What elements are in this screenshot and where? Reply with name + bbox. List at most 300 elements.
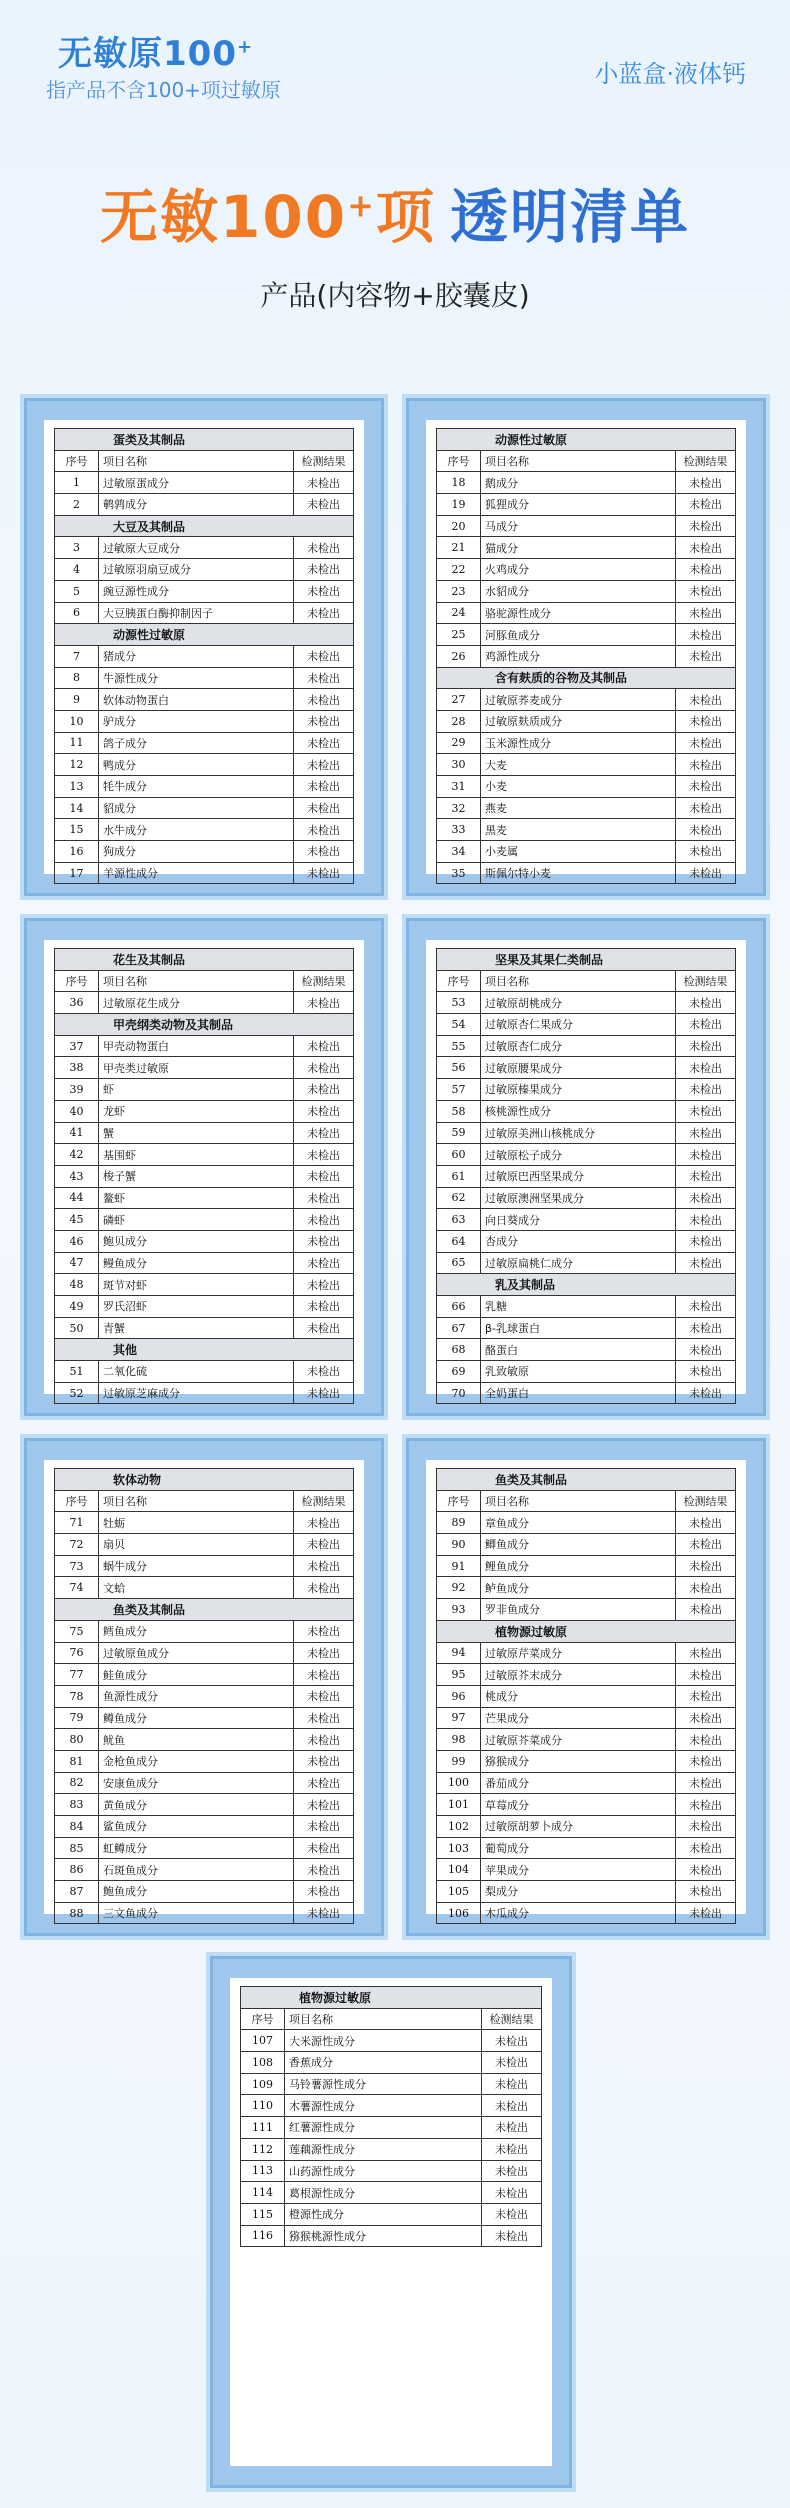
item-name: 水牛成分 xyxy=(99,819,294,841)
item-name: 大豆胰蛋白酶抑制因子 xyxy=(99,602,294,624)
item-name: 过敏原腰果成分 xyxy=(481,1057,676,1079)
item-name: 过敏原芝麻成分 xyxy=(99,1382,294,1404)
test-result: 未检出 xyxy=(676,1750,736,1772)
item-name: 草莓成分 xyxy=(481,1794,676,1816)
test-result: 未检出 xyxy=(294,1165,354,1187)
table-row xyxy=(437,1816,736,1838)
row-number: 44 xyxy=(55,1187,99,1209)
table-row xyxy=(437,515,736,537)
section-title: 其他 xyxy=(55,1339,354,1361)
row-number: 12 xyxy=(55,754,99,776)
row-number: 68 xyxy=(437,1339,481,1361)
item-name: 过敏原胡桃成分 xyxy=(481,992,676,1014)
row-number: 91 xyxy=(437,1555,481,1577)
test-result: 未检出 xyxy=(294,1382,354,1404)
column-header-name: 项目名称 xyxy=(481,1490,676,1512)
table-row xyxy=(437,1534,736,1556)
test-result: 未检出 xyxy=(676,1881,736,1903)
test-result: 未检出 xyxy=(294,1816,354,1838)
item-name: 过敏原榛果成分 xyxy=(481,1079,676,1101)
section-title: 鱼类及其制品 xyxy=(55,1599,354,1621)
table-row xyxy=(241,2160,542,2182)
test-result: 未检出 xyxy=(294,1881,354,1903)
row-number: 55 xyxy=(437,1035,481,1057)
section-title: 坚果及其果仁类制品 xyxy=(437,949,736,971)
test-result: 未检出 xyxy=(294,1079,354,1101)
table-row xyxy=(437,472,736,494)
item-name: 山药源性成分 xyxy=(285,2160,482,2182)
item-name: 骆驼源性成分 xyxy=(481,602,676,624)
row-number: 87 xyxy=(55,1881,99,1903)
item-name: 鸽子成分 xyxy=(99,732,294,754)
section-title-row xyxy=(55,1339,354,1361)
item-name: 驴成分 xyxy=(99,710,294,732)
test-result: 未检出 xyxy=(676,1144,736,1166)
row-number: 78 xyxy=(55,1685,99,1707)
test-result: 未检出 xyxy=(294,841,354,863)
item-name: 过敏原羽扇豆成分 xyxy=(99,559,294,581)
table-row xyxy=(437,1902,736,1924)
row-number: 70 xyxy=(437,1382,481,1404)
table-row xyxy=(55,819,354,841)
row-number: 113 xyxy=(241,2160,285,2182)
table-row xyxy=(437,1772,736,1794)
test-result: 未检出 xyxy=(676,494,736,516)
test-result: 未检出 xyxy=(676,537,736,559)
column-header-name: 项目名称 xyxy=(99,450,294,472)
table-row xyxy=(55,1382,354,1404)
table-row xyxy=(55,1122,354,1144)
item-name: 过敏原花生成分 xyxy=(99,992,294,1014)
table-row xyxy=(55,580,354,602)
section-title: 甲壳纲类动物及其制品 xyxy=(55,1014,354,1036)
row-number: 50 xyxy=(55,1317,99,1339)
item-name: 玉米源性成分 xyxy=(481,732,676,754)
test-result: 未检出 xyxy=(294,1144,354,1166)
page-subtitle: 产品(内容物+胶囊皮) xyxy=(260,279,530,312)
test-result: 未检出 xyxy=(676,1035,736,1057)
item-name: 过敏原荞麦成分 xyxy=(481,689,676,711)
row-number: 112 xyxy=(241,2138,285,2160)
table-row xyxy=(437,754,736,776)
test-result: 未检出 xyxy=(294,1534,354,1556)
row-number: 34 xyxy=(437,841,481,863)
row-number: 17 xyxy=(55,862,99,884)
test-result: 未检出 xyxy=(676,1642,736,1664)
table-row xyxy=(55,1902,354,1924)
item-name: 乳致敏原 xyxy=(481,1361,676,1383)
table-row xyxy=(55,667,354,689)
test-result: 未检出 xyxy=(482,2095,542,2117)
table-row xyxy=(437,1209,736,1231)
item-name: 苹果成分 xyxy=(481,1859,676,1881)
test-result: 未检出 xyxy=(294,1296,354,1318)
item-name: 鳟鱼成分 xyxy=(99,1707,294,1729)
item-name: 橙源性成分 xyxy=(285,2203,482,2225)
item-name: 甲壳类过敏原 xyxy=(99,1057,294,1079)
test-result: 未检出 xyxy=(294,1361,354,1383)
column-header-name: 项目名称 xyxy=(99,1490,294,1512)
row-number: 38 xyxy=(55,1057,99,1079)
row-number: 62 xyxy=(437,1187,481,1209)
test-result: 未检出 xyxy=(676,819,736,841)
allergen-card-2 xyxy=(402,394,770,900)
item-name: 火鸡成分 xyxy=(481,559,676,581)
test-result: 未检出 xyxy=(676,1534,736,1556)
item-name: 章鱼成分 xyxy=(481,1512,676,1534)
allergen-card-1 xyxy=(20,394,388,900)
column-header-no: 序号 xyxy=(437,1490,481,1512)
table-row xyxy=(437,1230,736,1252)
row-number: 81 xyxy=(55,1750,99,1772)
test-result: 未检出 xyxy=(482,2117,542,2139)
test-result: 未检出 xyxy=(294,1187,354,1209)
row-number: 97 xyxy=(437,1707,481,1729)
test-result: 未检出 xyxy=(294,1057,354,1079)
item-name: 鱼源性成分 xyxy=(99,1685,294,1707)
item-name: 过敏原芥末成分 xyxy=(481,1664,676,1686)
item-name: 杏成分 xyxy=(481,1230,676,1252)
row-number: 22 xyxy=(437,559,481,581)
item-name: 过敏原杏仁成分 xyxy=(481,1035,676,1057)
row-number: 64 xyxy=(437,1230,481,1252)
item-name: 梨成分 xyxy=(481,1881,676,1903)
table-row xyxy=(437,580,736,602)
title-part-2: 透明清单 xyxy=(449,183,690,251)
table-row xyxy=(55,1772,354,1794)
row-number: 101 xyxy=(437,1794,481,1816)
row-number: 99 xyxy=(437,1750,481,1772)
item-name: β-乳球蛋白 xyxy=(481,1317,676,1339)
table-row xyxy=(241,2138,542,2160)
table-row xyxy=(437,1361,736,1383)
item-name: 核桃源性成分 xyxy=(481,1100,676,1122)
table-row xyxy=(55,1685,354,1707)
item-name: 磷虾 xyxy=(99,1209,294,1231)
table-row xyxy=(55,1664,354,1686)
table-row xyxy=(437,1100,736,1122)
row-number: 88 xyxy=(55,1902,99,1924)
row-number: 2 xyxy=(55,494,99,516)
test-result: 未检出 xyxy=(676,754,736,776)
item-name: 安康鱼成分 xyxy=(99,1772,294,1794)
table-row xyxy=(241,2225,542,2247)
test-result: 未检出 xyxy=(676,624,736,646)
test-result: 未检出 xyxy=(676,1816,736,1838)
row-number: 41 xyxy=(55,1122,99,1144)
item-name: 牡蛎 xyxy=(99,1512,294,1534)
logo-tagline: 指产品不含100+项过敏原 xyxy=(46,78,281,102)
row-number: 60 xyxy=(437,1144,481,1166)
row-number: 106 xyxy=(437,1902,481,1924)
row-number: 27 xyxy=(437,689,481,711)
row-number: 4 xyxy=(55,559,99,581)
table-row xyxy=(437,1599,736,1621)
item-name: 过敏原芥菜成分 xyxy=(481,1729,676,1751)
row-number: 98 xyxy=(437,1729,481,1751)
section-title: 含有麸质的谷物及其制品 xyxy=(437,667,736,689)
section-title-row xyxy=(437,949,736,971)
row-number: 115 xyxy=(241,2203,285,2225)
row-number: 49 xyxy=(55,1296,99,1318)
section-title-row xyxy=(437,1620,736,1642)
item-name: 全奶蛋白 xyxy=(481,1382,676,1404)
row-number: 83 xyxy=(55,1794,99,1816)
row-number: 94 xyxy=(437,1642,481,1664)
row-number: 29 xyxy=(437,732,481,754)
row-number: 21 xyxy=(437,537,481,559)
item-name: 番茄成分 xyxy=(481,1772,676,1794)
row-number: 14 xyxy=(55,797,99,819)
row-number: 13 xyxy=(55,776,99,798)
table-row xyxy=(55,732,354,754)
table-row xyxy=(437,819,736,841)
row-number: 23 xyxy=(437,580,481,602)
table-row xyxy=(437,1296,736,1318)
row-number: 100 xyxy=(437,1772,481,1794)
row-number: 69 xyxy=(437,1361,481,1383)
row-number: 96 xyxy=(437,1685,481,1707)
section-title: 大豆及其制品 xyxy=(55,515,354,537)
test-result: 未检出 xyxy=(676,515,736,537)
row-number: 6 xyxy=(55,602,99,624)
item-name: 石斑鱼成分 xyxy=(99,1859,294,1881)
column-header-result: 检测结果 xyxy=(294,1490,354,1512)
test-result: 未检出 xyxy=(294,1620,354,1642)
table-row xyxy=(55,494,354,516)
brand-logo: 无敏原100+ xyxy=(58,34,254,74)
row-number: 18 xyxy=(437,472,481,494)
item-name: 鹌鹑成分 xyxy=(99,494,294,516)
row-number: 71 xyxy=(55,1512,99,1534)
test-result: 未检出 xyxy=(294,710,354,732)
test-result: 未检出 xyxy=(294,776,354,798)
test-result: 未检出 xyxy=(294,1274,354,1296)
row-number: 48 xyxy=(55,1274,99,1296)
table-row xyxy=(437,624,736,646)
test-result: 未检出 xyxy=(294,602,354,624)
item-name: 鹅成分 xyxy=(481,472,676,494)
row-number: 42 xyxy=(55,1144,99,1166)
test-result: 未检出 xyxy=(294,494,354,516)
test-result: 未检出 xyxy=(482,2138,542,2160)
page-title xyxy=(0,170,790,254)
table-row xyxy=(55,1209,354,1231)
row-number: 47 xyxy=(55,1252,99,1274)
row-number: 10 xyxy=(55,710,99,732)
item-name: 鸡源性成分 xyxy=(481,645,676,667)
test-result: 未检出 xyxy=(294,1685,354,1707)
row-number: 16 xyxy=(55,841,99,863)
row-number: 30 xyxy=(437,754,481,776)
item-name: 罗非鱼成分 xyxy=(481,1599,676,1621)
table-row xyxy=(55,1187,354,1209)
column-header-result: 检测结果 xyxy=(676,970,736,992)
row-number: 85 xyxy=(55,1837,99,1859)
allergen-card-4 xyxy=(402,914,770,1420)
row-number: 37 xyxy=(55,1035,99,1057)
table-row xyxy=(437,1317,736,1339)
test-result: 未检出 xyxy=(676,776,736,798)
test-result: 未检出 xyxy=(294,732,354,754)
row-number: 45 xyxy=(55,1209,99,1231)
table-row xyxy=(241,2182,542,2204)
item-name: 甲壳动物蛋白 xyxy=(99,1035,294,1057)
table-row xyxy=(55,1361,354,1383)
table-row xyxy=(55,1230,354,1252)
test-result: 未检出 xyxy=(676,1100,736,1122)
test-result: 未检出 xyxy=(294,1230,354,1252)
item-name: 过敏原澳洲坚果成分 xyxy=(481,1187,676,1209)
item-name: 小麦 xyxy=(481,776,676,798)
test-result: 未检出 xyxy=(294,645,354,667)
item-name: 过敏原蛋成分 xyxy=(99,472,294,494)
table-row xyxy=(55,1035,354,1057)
row-number: 3 xyxy=(55,537,99,559)
table-row xyxy=(437,1339,736,1361)
item-name: 文蛤 xyxy=(99,1577,294,1599)
table-row xyxy=(55,1577,354,1599)
table-row xyxy=(437,1859,736,1881)
row-number: 56 xyxy=(437,1057,481,1079)
item-name: 燕麦 xyxy=(481,797,676,819)
table-row xyxy=(55,1057,354,1079)
table-row xyxy=(55,992,354,1014)
table-row xyxy=(241,2052,542,2074)
table-row xyxy=(55,1750,354,1772)
test-result: 未检出 xyxy=(294,1642,354,1664)
table-row xyxy=(437,992,736,1014)
table-row xyxy=(437,1750,736,1772)
row-number: 72 xyxy=(55,1534,99,1556)
item-name: 鳌虾 xyxy=(99,1187,294,1209)
row-number: 92 xyxy=(437,1577,481,1599)
row-number: 82 xyxy=(55,1772,99,1794)
table-row xyxy=(437,1252,736,1274)
row-number: 39 xyxy=(55,1079,99,1101)
test-result: 未检出 xyxy=(676,1902,736,1924)
allergen-card-6 xyxy=(402,1434,770,1940)
section-title: 鱼类及其制品 xyxy=(437,1469,736,1491)
allergen-card-5 xyxy=(20,1434,388,1940)
test-result: 未检出 xyxy=(676,1165,736,1187)
table-row xyxy=(437,1881,736,1903)
test-result: 未检出 xyxy=(676,1187,736,1209)
table-row xyxy=(437,602,736,624)
item-name: 羊源性成分 xyxy=(99,862,294,884)
test-result: 未检出 xyxy=(294,1555,354,1577)
table-header-row xyxy=(437,450,736,472)
allergen-card-7 xyxy=(206,1952,576,2492)
table-row xyxy=(55,1620,354,1642)
row-number: 104 xyxy=(437,1859,481,1881)
test-result: 未检出 xyxy=(676,1317,736,1339)
item-name: 红薯源性成分 xyxy=(285,2117,482,2139)
test-result: 未检出 xyxy=(676,732,736,754)
item-name: 葡萄成分 xyxy=(481,1837,676,1859)
table-header-row xyxy=(55,970,354,992)
table-row xyxy=(55,797,354,819)
row-number: 116 xyxy=(241,2225,285,2247)
row-number: 11 xyxy=(55,732,99,754)
section-title: 花生及其制品 xyxy=(55,949,354,971)
item-name: 蟹 xyxy=(99,1122,294,1144)
item-name: 过敏原胡萝卜成分 xyxy=(481,1816,676,1838)
item-name: 猕猴成分 xyxy=(481,1750,676,1772)
row-number: 32 xyxy=(437,797,481,819)
item-name: 鲑鱼成分 xyxy=(99,1664,294,1686)
item-name: 蜗牛成分 xyxy=(99,1555,294,1577)
item-name: 鱿鱼 xyxy=(99,1729,294,1751)
table-row xyxy=(241,2203,542,2225)
table-row xyxy=(55,710,354,732)
table-row xyxy=(437,732,736,754)
test-result: 未检出 xyxy=(676,1296,736,1318)
test-result: 未检出 xyxy=(676,1014,736,1036)
column-header-result: 检测结果 xyxy=(676,1490,736,1512)
test-result: 未检出 xyxy=(676,1230,736,1252)
test-result: 未检出 xyxy=(294,754,354,776)
item-name: 龙虾 xyxy=(99,1100,294,1122)
table-row xyxy=(437,797,736,819)
item-name: 虹鳟成分 xyxy=(99,1837,294,1859)
table-row xyxy=(437,710,736,732)
table-row xyxy=(241,2117,542,2139)
test-result: 未检出 xyxy=(294,992,354,1014)
item-name: 过敏原松子成分 xyxy=(481,1144,676,1166)
item-name: 基围虾 xyxy=(99,1144,294,1166)
section-title-row xyxy=(55,515,354,537)
table-row xyxy=(437,559,736,581)
test-result: 未检出 xyxy=(676,1209,736,1231)
column-header-no: 序号 xyxy=(55,970,99,992)
row-number: 31 xyxy=(437,776,481,798)
item-name: 黑麦 xyxy=(481,819,676,841)
row-number: 114 xyxy=(241,2182,285,2204)
test-result: 未检出 xyxy=(294,1209,354,1231)
test-result: 未检出 xyxy=(676,1794,736,1816)
table-row xyxy=(437,1555,736,1577)
item-name: 牛源性成分 xyxy=(99,667,294,689)
row-number: 89 xyxy=(437,1512,481,1534)
test-result: 未检出 xyxy=(676,710,736,732)
table-header-row xyxy=(55,1490,354,1512)
row-number: 7 xyxy=(55,645,99,667)
item-name: 河豚鱼成分 xyxy=(481,624,676,646)
table-row xyxy=(437,494,736,516)
test-result: 未检出 xyxy=(294,1252,354,1274)
row-number: 84 xyxy=(55,1816,99,1838)
row-number: 86 xyxy=(55,1859,99,1881)
item-name: 扇贝 xyxy=(99,1534,294,1556)
test-result: 未检出 xyxy=(294,797,354,819)
test-result: 未检出 xyxy=(676,1079,736,1101)
row-number: 65 xyxy=(437,1252,481,1274)
column-header-no: 序号 xyxy=(437,970,481,992)
item-name: 桃成分 xyxy=(481,1685,676,1707)
item-name: 小麦属 xyxy=(481,841,676,863)
item-name: 猫成分 xyxy=(481,537,676,559)
item-name: 鳕鱼成分 xyxy=(99,1620,294,1642)
table-row xyxy=(55,1729,354,1751)
item-name: 猕猴桃源性成分 xyxy=(285,2225,482,2247)
test-result: 未检出 xyxy=(294,1317,354,1339)
item-name: 过敏原麸质成分 xyxy=(481,710,676,732)
table-row xyxy=(437,841,736,863)
test-result: 未检出 xyxy=(676,559,736,581)
item-name: 青蟹 xyxy=(99,1317,294,1339)
test-result: 未检出 xyxy=(482,2030,542,2052)
